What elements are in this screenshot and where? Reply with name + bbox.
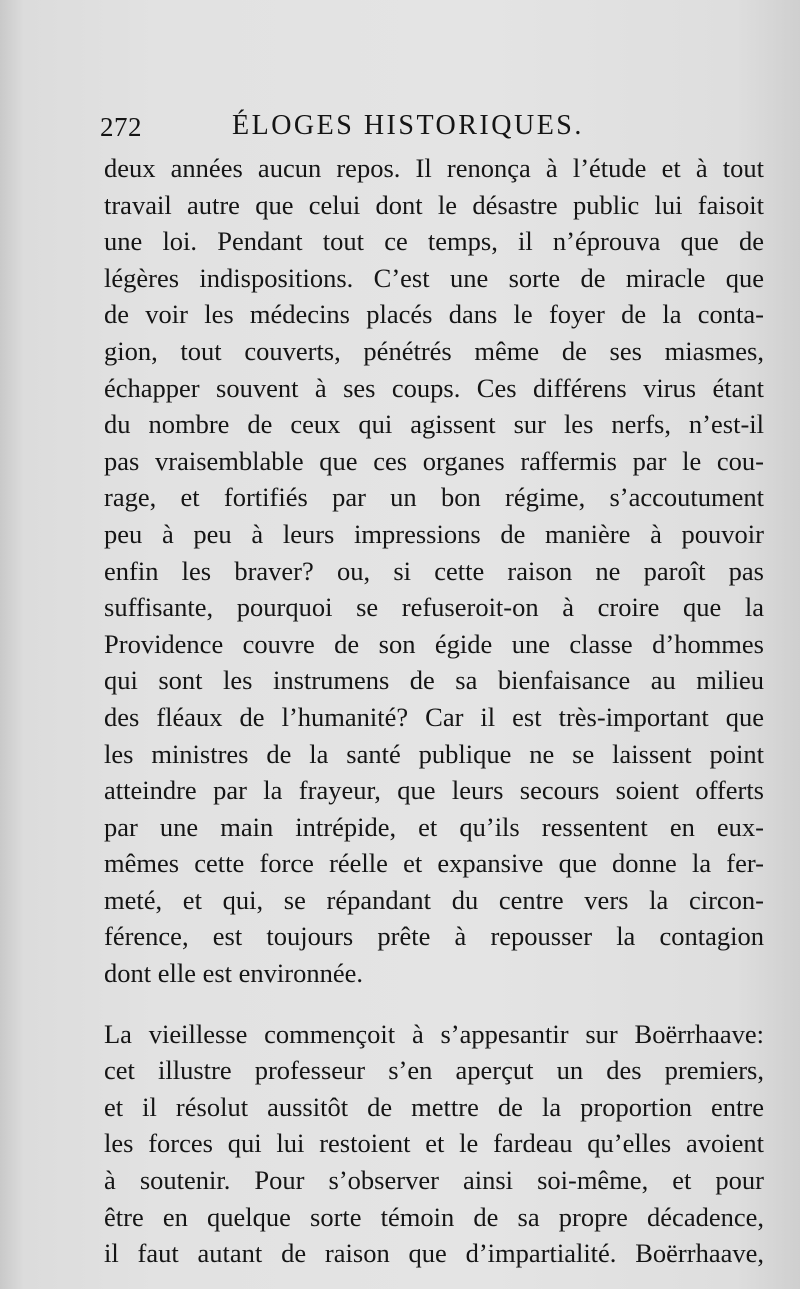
text-line: rage, et fortifiés par un bon régime, s’accoutument — [104, 482, 764, 513]
text-line: légères indispositions. C’est une sorte de miracle que — [104, 262, 764, 293]
text-line: meté, et qui, se répandant du centre vers la circon- — [104, 884, 764, 915]
text-line: cet illustre professeur s’en aperçut un des premiers, — [104, 1055, 764, 1086]
text-line: gion, tout couverts, pénétrés même de ses miasmes, — [104, 335, 764, 366]
text-line: peu à peu à leurs impressions de manière à pouvoir — [104, 518, 764, 549]
running-title: ÉLOGES HISTORIQUES. — [232, 110, 584, 141]
text-line: qui sont les instrumens de sa bienfaisance au milieu — [104, 665, 764, 696]
text-line: à soutenir. Pour s’observer ainsi soi-même, et pour — [104, 1165, 764, 1196]
text-line: pas vraisemblable que ces organes raffermis par le cou- — [104, 445, 764, 476]
text-line: et il résolut aussitôt de mettre de la proportion entre — [104, 1091, 764, 1122]
paragraph-spacer — [104, 992, 764, 1016]
text-line: suffisante, pourquoi se refuseroit-on à croire que la — [104, 592, 764, 623]
text-line: les forces qui lui restoient et le fardeau qu’elles avoient — [104, 1128, 764, 1159]
text-line: La vieillesse commençoit à s’appesantir sur Boërrhaave: — [104, 1018, 764, 1049]
text-line: deux années aucun repos. Il renonça à l’étude et à tout — [104, 153, 764, 183]
text-line: il faut autant de raison que d’impartialité. Boërrhaave, — [104, 1238, 764, 1269]
page-number: 272 — [100, 112, 142, 142]
text-line: de voir les médecins placés dans le foyer de la conta- — [104, 299, 764, 330]
page-header — [100, 108, 760, 148]
text-line: enfin les braver? ou, si cette raison ne paroît pas — [104, 555, 764, 586]
paragraph-1 — [104, 150, 764, 992]
bleed-through-text — [110, 70, 750, 110]
text-line: mêmes cette force réelle et expansive que donne la fer- — [104, 848, 764, 879]
text-line: travail autre que celui dont le désastre public lui faisoit — [104, 189, 764, 220]
text-line: dont elle est environnée. — [104, 958, 364, 989]
text-line: une loi. Pendant tout ce temps, il n’éprouva que de — [104, 226, 764, 257]
text-line: du nombre de ceux qui agissent sur les nerfs, n’est-il — [104, 409, 764, 440]
paragraph-2 — [104, 1016, 764, 1272]
text-line: par une main intrépide, et qu’ils ressentent en eux- — [104, 811, 764, 842]
text-line: les ministres de la santé publique ne se laissent point — [104, 738, 764, 769]
text-line: férence, est toujours prête à repousser la contagion — [104, 921, 764, 952]
body-text — [104, 150, 764, 1272]
text-line: atteindre par la frayeur, que leurs secours soient offerts — [104, 775, 764, 806]
text-line: des fléaux de l’humanité? Car il est très-important que — [104, 701, 764, 732]
text-line: échapper souvent à ses coups. Ces différens virus étant — [104, 372, 764, 403]
text-line: être en quelque sorte témoin de sa propre décadence, — [104, 1201, 764, 1232]
text-line: Providence couvre de son égide une classe d’hommes — [104, 628, 764, 659]
